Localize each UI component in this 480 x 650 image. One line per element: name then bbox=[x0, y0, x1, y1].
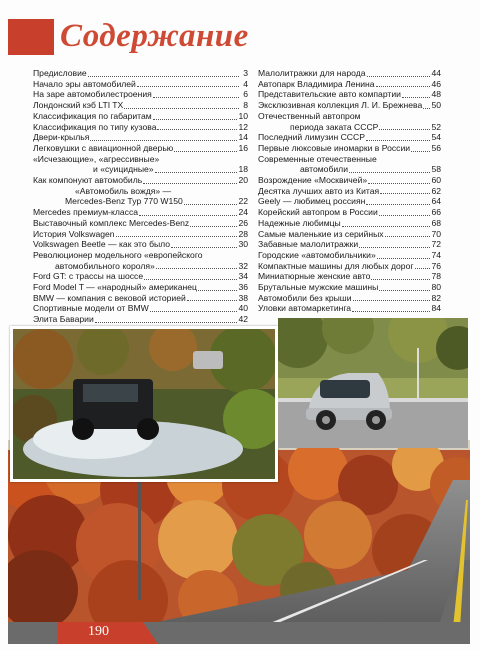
page-number: 190 bbox=[88, 624, 109, 639]
page-title: Содержание bbox=[60, 18, 249, 54]
toc-entry-title: Компактные машины для любых дорог bbox=[258, 260, 414, 271]
toc-entry bbox=[258, 68, 441, 79]
toc-page-number: 8 bbox=[243, 100, 248, 111]
toc-page-number: 58 bbox=[431, 164, 441, 175]
toc-page-number: 78 bbox=[431, 271, 441, 282]
toc-entry-title: Эксклюзивная коллекция Л. И. Брежнева bbox=[258, 100, 423, 111]
toc-entry-title: Двери-крылья bbox=[33, 132, 90, 143]
toc-leader bbox=[153, 97, 239, 98]
toc-entry-title: Уловки автомаркетинга bbox=[258, 303, 352, 314]
toc-leader bbox=[368, 183, 430, 184]
toc-page-number: 54 bbox=[431, 132, 441, 143]
toc-leader bbox=[377, 258, 431, 259]
toc-entry-title: «Автомобиль вождя» — bbox=[75, 185, 172, 196]
toc-leader bbox=[380, 193, 430, 194]
toc-page-number: 34 bbox=[238, 271, 248, 282]
toc-entry bbox=[258, 89, 441, 100]
toc-page-number: 84 bbox=[431, 303, 441, 314]
toc-entry bbox=[258, 218, 441, 229]
toc-page-number: 28 bbox=[238, 228, 248, 239]
toc-entry-title: Mercedes-Benz Typ 770 W150 bbox=[65, 196, 183, 207]
toc-leader bbox=[150, 311, 238, 312]
toc-leader bbox=[353, 300, 431, 301]
toc-entry bbox=[258, 175, 441, 186]
toc-entry-title: Представительские авто компартии bbox=[258, 89, 401, 100]
toc-page-number: 40 bbox=[238, 303, 248, 314]
smart-car-photo bbox=[278, 318, 468, 448]
toc-leader bbox=[379, 129, 430, 130]
toc-page-number: 80 bbox=[431, 282, 441, 293]
toc-entry bbox=[33, 89, 248, 100]
toc-leader bbox=[187, 300, 238, 301]
toc-leader bbox=[95, 322, 238, 323]
toc-leader bbox=[116, 236, 238, 237]
toc-page-number: 14 bbox=[238, 132, 248, 143]
toc-entry-title: Первые люксовые иномарки в России bbox=[258, 142, 411, 153]
toc-leader bbox=[90, 140, 237, 141]
toc-leader bbox=[184, 204, 238, 205]
toc-entry-title: Революционер модельного «европейского bbox=[33, 249, 203, 260]
toc-entry-title: и «суицидные» bbox=[93, 164, 154, 175]
toc-entry bbox=[33, 164, 248, 175]
toc-entry bbox=[33, 122, 248, 133]
toc-leader bbox=[359, 247, 430, 248]
toc-entry bbox=[258, 196, 441, 207]
toc-leader bbox=[342, 226, 431, 227]
toc-leader bbox=[367, 76, 431, 77]
toc-entry bbox=[33, 68, 248, 79]
toc-entry bbox=[258, 303, 441, 314]
toc-entry bbox=[33, 218, 248, 229]
toc-page-number: 82 bbox=[431, 292, 441, 303]
toc-entry bbox=[258, 239, 441, 250]
toc-leader bbox=[157, 129, 237, 130]
toc-page-number: 72 bbox=[431, 239, 441, 250]
toc-entry-title: периода заката СССР bbox=[290, 121, 379, 132]
toc-page-number: 48 bbox=[431, 89, 441, 100]
toc-entry bbox=[33, 175, 248, 186]
toc-leader bbox=[174, 151, 237, 152]
toc-page-number: 18 bbox=[238, 164, 248, 175]
toc-entry-title: Ford GT: с трассы на шоссе bbox=[33, 271, 144, 282]
toc-leader bbox=[376, 86, 431, 87]
toc-leader bbox=[423, 108, 430, 109]
toc-entry bbox=[33, 303, 248, 314]
toc-entry-title: автомобильного короля» bbox=[55, 260, 155, 271]
toc-entry-title: На заре автомобилестроения bbox=[33, 89, 152, 100]
toc-entry-title: Возрождение «Москвичей» bbox=[258, 175, 368, 186]
toc-entry bbox=[258, 250, 441, 261]
toc-page-number: 50 bbox=[431, 100, 441, 111]
toc-entry bbox=[258, 293, 441, 304]
toc-entry-title: Легковушки с авиационной дверью bbox=[33, 142, 174, 153]
toc-entry-title: Автопарк Владимира Ленина bbox=[258, 78, 375, 89]
toc-entry bbox=[33, 196, 248, 207]
toc-leader bbox=[411, 151, 430, 152]
toc-right-column bbox=[258, 68, 441, 314]
toc-entry-title: Ford Model T — «народный» американец bbox=[33, 282, 197, 293]
toc-entry bbox=[258, 229, 441, 240]
toc-page-number: 68 bbox=[431, 217, 441, 228]
header-red-bar bbox=[8, 19, 54, 55]
toc-entry-title: «Исчезающие», «агрессивные» bbox=[33, 153, 160, 164]
toc-page-number: 42 bbox=[238, 314, 248, 325]
toc-leader bbox=[402, 97, 430, 98]
toc-leader bbox=[352, 311, 430, 312]
jeep-forest-photo bbox=[10, 326, 278, 482]
toc-entry bbox=[33, 271, 248, 282]
toc-page-number: 20 bbox=[238, 175, 248, 186]
toc-page-number: 12 bbox=[238, 121, 248, 132]
toc-entry-title: Десятка лучших авто из Китая bbox=[258, 185, 380, 196]
toc-leader bbox=[349, 172, 430, 173]
toc-page-number: 16 bbox=[238, 142, 248, 153]
toc-leader bbox=[171, 247, 237, 248]
toc-entry-title: Выставочный комплекс Mercedes-Benz bbox=[33, 217, 190, 228]
toc-entry-title: Отечественный автопром bbox=[258, 110, 361, 121]
toc-leader bbox=[137, 86, 239, 87]
toc-entry bbox=[33, 111, 248, 122]
toc-leader bbox=[153, 119, 238, 120]
toc-page-number: 36 bbox=[238, 282, 248, 293]
toc-entry-title: Классификация по габаритам bbox=[33, 110, 152, 121]
toc-page-number: 32 bbox=[238, 260, 248, 271]
toc-leader bbox=[143, 183, 237, 184]
toc-entry bbox=[258, 164, 441, 175]
toc-leader bbox=[144, 279, 237, 280]
toc-entry bbox=[33, 79, 248, 90]
toc-entry bbox=[258, 122, 441, 133]
toc-entry bbox=[33, 282, 248, 293]
toc-entry-title: Городские «автомобильчики» bbox=[258, 249, 376, 260]
toc-entry bbox=[33, 100, 248, 111]
toc-leader bbox=[379, 290, 430, 291]
toc-leader bbox=[366, 140, 430, 141]
toc-page-number: 22 bbox=[238, 196, 248, 207]
toc-page-number: 3 bbox=[243, 68, 248, 78]
toc-entry-title: Geely — любимец россиян bbox=[258, 196, 366, 207]
toc-page-number: 76 bbox=[431, 260, 441, 271]
toc-entry-title: BMW — компания с вековой историей bbox=[33, 292, 186, 303]
toc-entry-title: Начало эры автомобилей bbox=[33, 78, 136, 89]
toc-leader bbox=[385, 236, 431, 237]
toc-entry-title: автомобили bbox=[300, 164, 348, 175]
toc-entry bbox=[33, 314, 248, 325]
toc-leader bbox=[198, 290, 237, 291]
toc-page-number: 64 bbox=[431, 196, 441, 207]
toc-entry-title: Корейский автопром в России bbox=[258, 207, 378, 218]
toc-entry bbox=[258, 186, 441, 197]
toc-entry-title: Забавные малолитражки bbox=[258, 239, 359, 250]
toc-entry-title: Миниатюрные женские авто bbox=[258, 271, 371, 282]
toc-entry bbox=[33, 229, 248, 240]
toc-entry bbox=[33, 239, 248, 250]
toc-entry bbox=[33, 207, 248, 218]
toc-page-number: 24 bbox=[238, 207, 248, 218]
toc-entry-title: Брутальные мужские машины bbox=[258, 282, 379, 293]
toc-entry-title: Надежные любимцы bbox=[258, 217, 341, 228]
toc-entry-title: Современные отечественные bbox=[258, 153, 377, 164]
toc-page-number: 30 bbox=[238, 239, 248, 250]
toc-leader bbox=[124, 108, 239, 109]
toc-page-number: 4 bbox=[243, 78, 248, 89]
toc-leader bbox=[139, 215, 237, 216]
toc-page-number: 56 bbox=[431, 142, 441, 153]
toc-entry bbox=[258, 207, 441, 218]
toc-leader bbox=[415, 268, 431, 269]
toc-page-number: 10 bbox=[238, 110, 248, 121]
toc-entry bbox=[258, 132, 441, 143]
toc-leader bbox=[371, 279, 430, 280]
toc-page-number: 46 bbox=[431, 78, 441, 89]
toc-page-number: 52 bbox=[431, 121, 441, 132]
toc-entry-title: История Volkswagen bbox=[33, 228, 115, 239]
toc-entry-title: Автомобили без крыши bbox=[258, 292, 352, 303]
toc-entry-title: Малолитражки для народа bbox=[258, 68, 366, 78]
toc-entry-title: Mercedes премиум-класса bbox=[33, 207, 139, 218]
toc-entry bbox=[258, 261, 441, 272]
toc-page-number: 44 bbox=[431, 68, 441, 78]
toc-entry bbox=[33, 132, 248, 143]
toc-page-number: 38 bbox=[238, 292, 248, 303]
toc-page-number: 26 bbox=[238, 217, 248, 228]
toc-entry bbox=[258, 271, 441, 282]
toc-entry bbox=[258, 79, 441, 90]
toc-entry bbox=[33, 293, 248, 304]
toc-leader bbox=[366, 204, 430, 205]
toc-entry-title: Спортивные модели от BMW bbox=[33, 303, 149, 314]
toc-entry bbox=[33, 261, 248, 272]
toc-page-number: 66 bbox=[431, 207, 441, 218]
toc-entry bbox=[33, 143, 248, 154]
toc-entry bbox=[258, 143, 441, 154]
toc-entry-title: Элита Баварии bbox=[33, 314, 94, 325]
toc-page-number: 60 bbox=[431, 175, 441, 186]
toc-page-number: 6 bbox=[243, 89, 248, 100]
toc-leader bbox=[379, 215, 431, 216]
toc-entry-title: Как компонуют автомобиль bbox=[33, 175, 143, 186]
toc-entry bbox=[258, 282, 441, 293]
toc-entry-title: Классификация по типу кузова bbox=[33, 121, 157, 132]
toc-left-column bbox=[33, 68, 248, 325]
toc-leader bbox=[156, 268, 238, 269]
toc-entry-title: Последний лимузин СССР bbox=[258, 132, 365, 143]
toc-entry bbox=[258, 100, 441, 111]
toc-entry-title: Volkswagen Beetle — как это было bbox=[33, 239, 171, 250]
toc-entry-title: Самые маленькие из серийных bbox=[258, 228, 384, 239]
toc-page-number: 62 bbox=[431, 185, 441, 196]
toc-leader bbox=[155, 172, 238, 173]
toc-leader bbox=[190, 226, 237, 227]
toc-page-number: 70 bbox=[431, 228, 441, 239]
toc-page-number: 74 bbox=[431, 249, 441, 260]
toc-entry-title: Предисловие bbox=[33, 68, 87, 78]
toc-entry-title: Лондонский кэб LTI TX bbox=[33, 100, 124, 111]
toc-leader bbox=[88, 76, 239, 77]
